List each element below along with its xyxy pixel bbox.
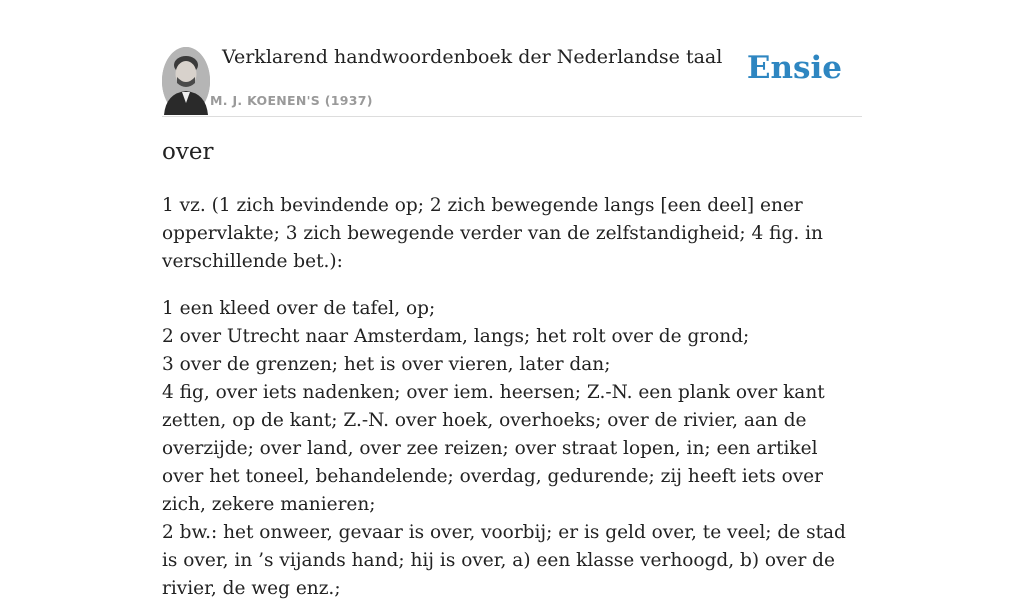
entry-headword: over bbox=[162, 139, 214, 165]
ensie-logo-link[interactable]: Ensie bbox=[746, 50, 842, 86]
definition-intro: 1 vz. (1 zich bevindende op; 2 zich bewegende langs [een deel] ener oppervlakte; 3 zich bewegende verder van de zelfstandigheid; 4 fig. in verschillende bet.): bbox=[162, 195, 823, 272]
definition-examples bbox=[162, 295, 862, 603]
book-author: M. J. KOENEN'S (1937) bbox=[210, 93, 373, 108]
example-line: 2 over Utrecht naar Amsterdam, langs; het rolt over de grond; bbox=[162, 326, 750, 347]
entry-definition bbox=[162, 192, 862, 603]
example-line: 3 over de grenzen; het is over vieren, later dan; bbox=[162, 354, 611, 375]
book-title: Verklarend handwoordenboek der Nederlandse taal bbox=[222, 46, 723, 68]
example-line: 2 bw.: het onweer, gevaar is over, voorbij; er is geld over, te veel; de stad is over, in ’s vijands hand; hij is over, a) een klasse verhoogd, b) over de rivier, de weg enz.; bbox=[162, 522, 846, 599]
author-portrait-image bbox=[162, 47, 210, 115]
site-header bbox=[162, 46, 862, 117]
example-line: 4 fig, over iets nadenken; over iem. heersen; Z.-N. een plank over kant zetten, op de kant; Z.-N. over hoek, overhoeks; over de rivier, aan de overzijde; over land, over zee reizen; over straat lopen, in; een artikel over het toneel, behandelende; overdag, gedurende; zij heeft iets over zich, zekere manieren; bbox=[162, 382, 825, 515]
author-portrait bbox=[162, 47, 210, 115]
example-line: 1 een kleed over de tafel, op; bbox=[162, 298, 436, 319]
